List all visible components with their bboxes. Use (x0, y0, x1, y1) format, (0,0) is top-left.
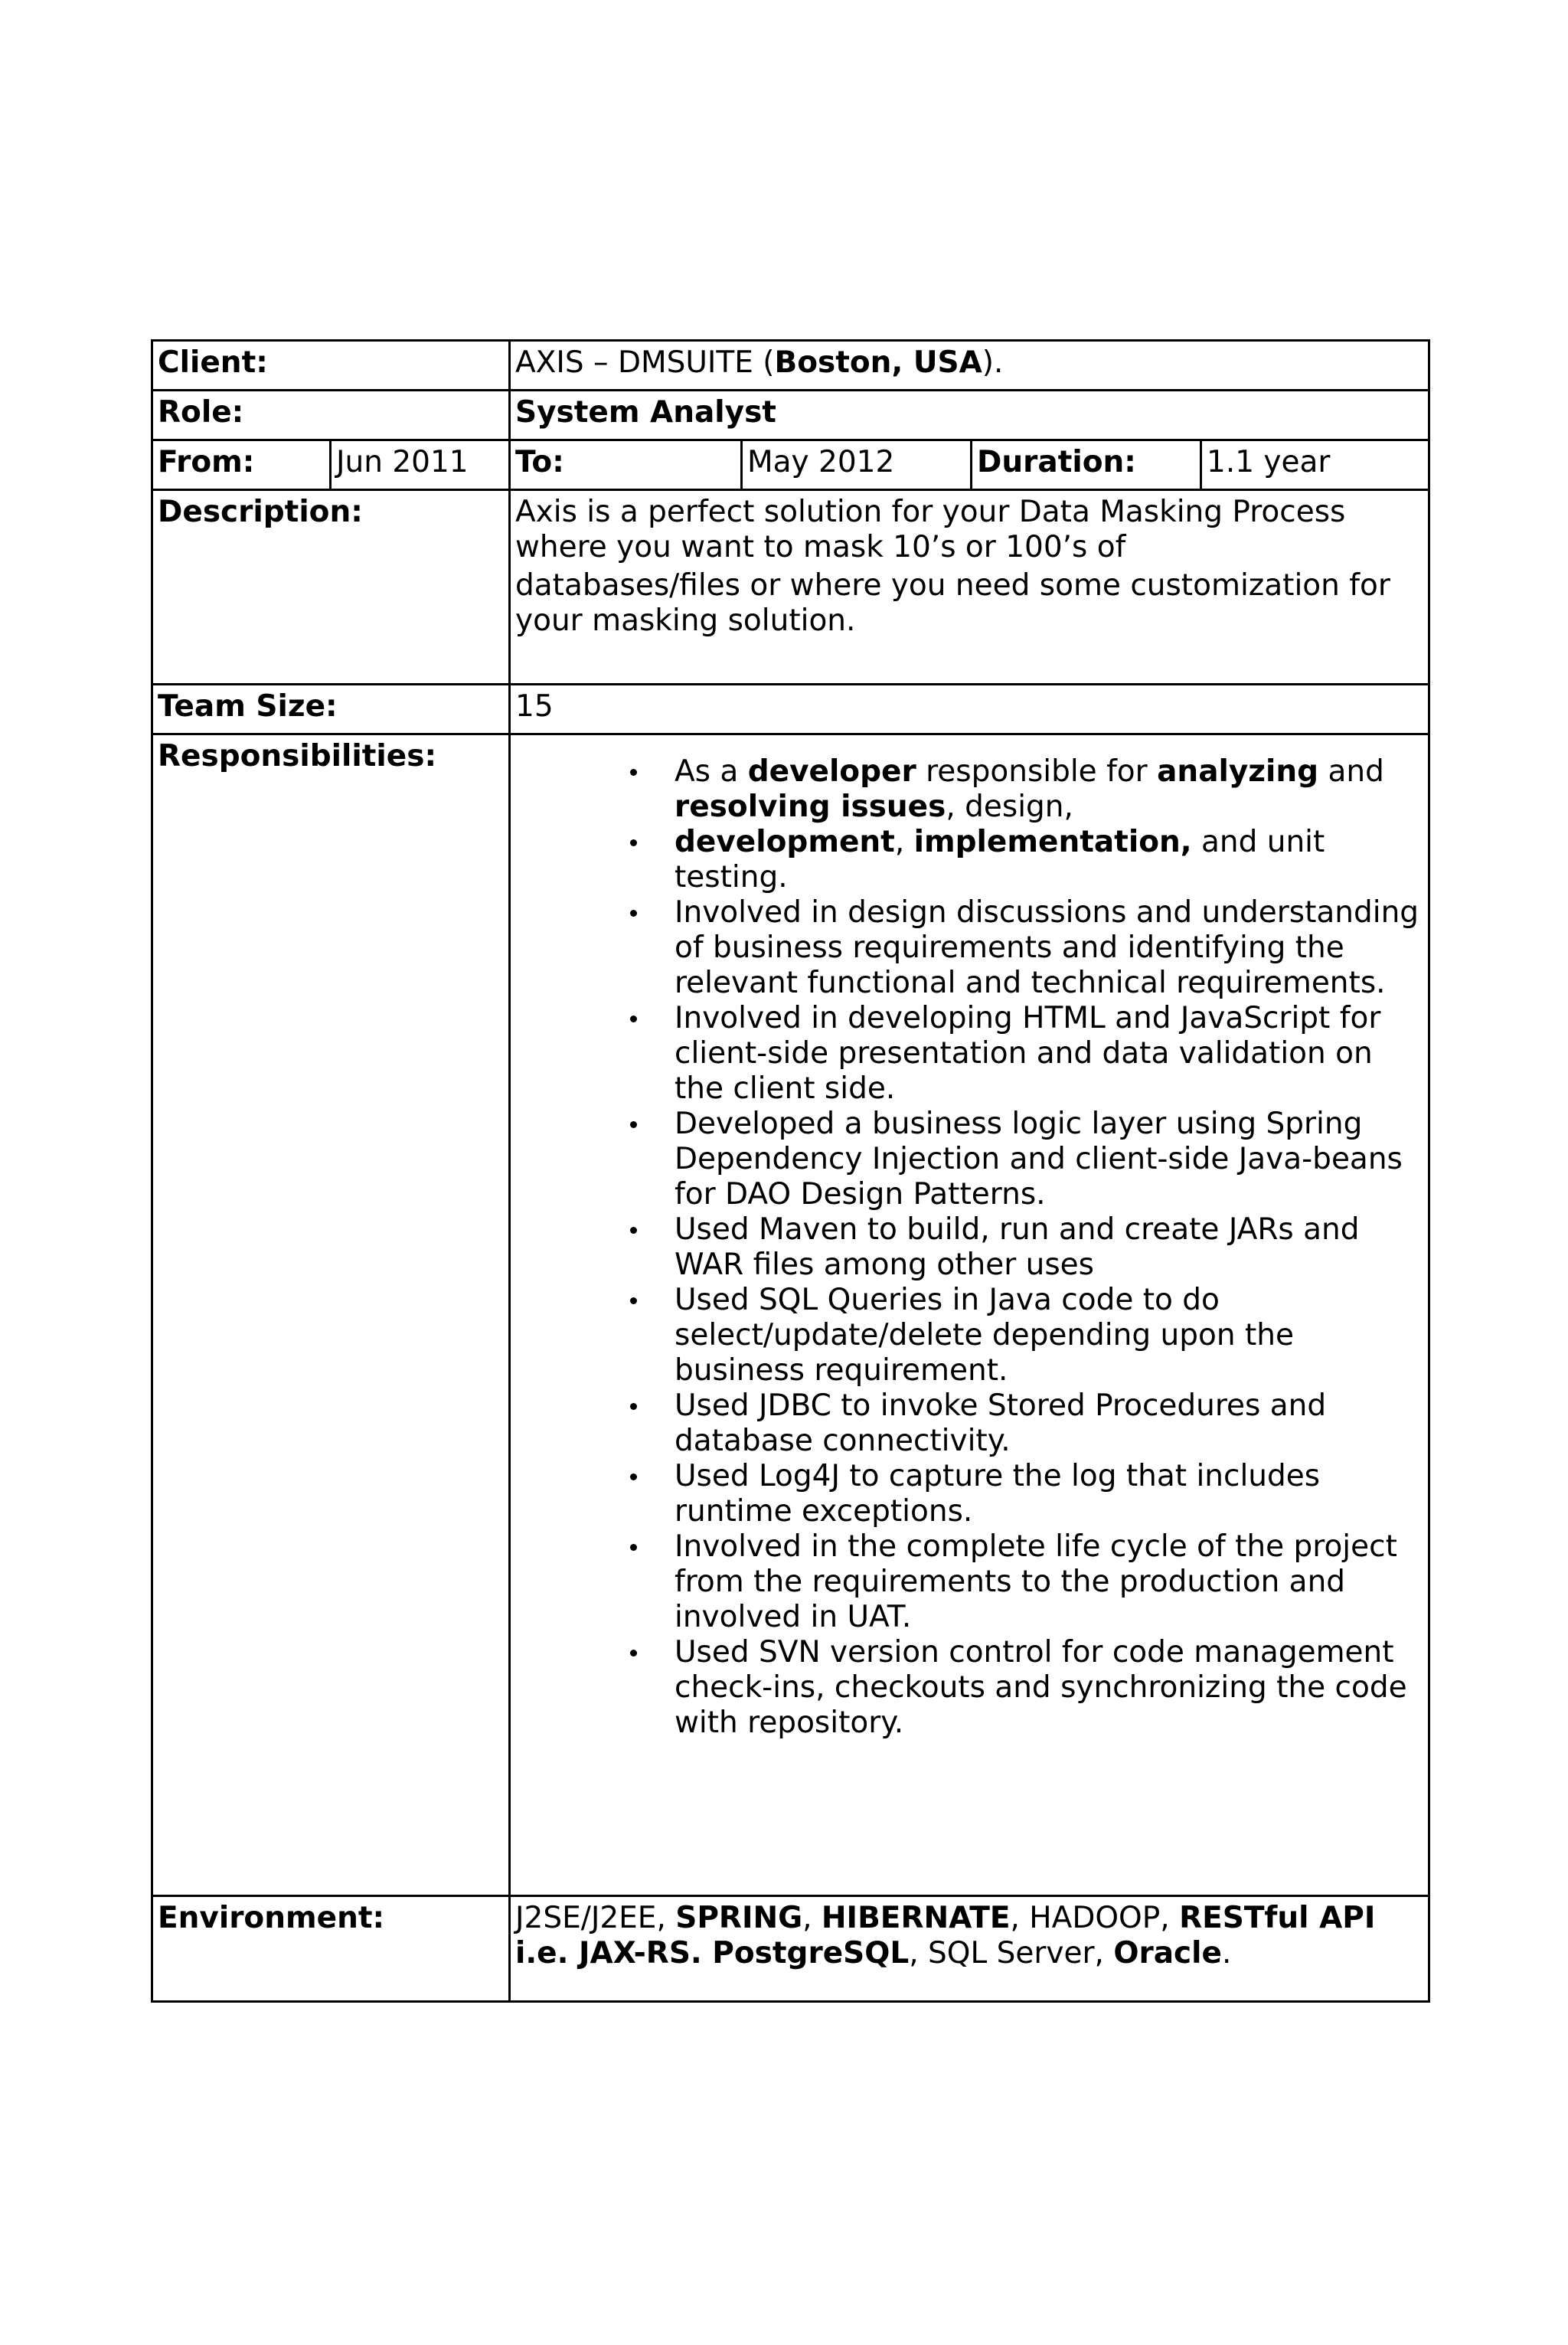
bullet-icon (630, 1650, 637, 1657)
project-details-table (151, 339, 1430, 2003)
responsibilities-row (152, 734, 1429, 1896)
env-bold-text: HIBERNATE (821, 1901, 1011, 1935)
item-text: Used Log4J to capture the log that includes runtime exceptions. (675, 1459, 1321, 1529)
team-size-value: 15 (510, 685, 1429, 734)
item-text: , (894, 825, 914, 859)
item-text: As a (675, 754, 748, 789)
role-value: System Analyst (510, 391, 1429, 440)
item-text: Used SQL Queries in Java code to do select/update/delete depending upon the business requirement. (675, 1283, 1294, 1388)
role-label: Role: (152, 391, 510, 440)
item-bold-text: developer (747, 754, 916, 789)
list-item (675, 1459, 1423, 1529)
to-value: May 2012 (742, 440, 972, 490)
bullet-icon (630, 1016, 637, 1022)
list-item (675, 825, 1423, 895)
list-item (675, 1107, 1423, 1212)
item-text: , design, (946, 790, 1073, 824)
env-text: , HADOOP, (1010, 1901, 1180, 1935)
responsibilities-list (515, 754, 1423, 1741)
client-row (152, 341, 1429, 391)
responsibilities-value (510, 734, 1429, 1896)
role-row (152, 391, 1429, 440)
item-text: Used JDBC to invoke Stored Procedures and database connectivity. (675, 1388, 1327, 1458)
description-label: Description: (152, 490, 510, 685)
client-value (510, 341, 1429, 391)
bullet-icon (630, 1121, 637, 1128)
to-label: To: (510, 440, 742, 490)
item-bold-text: resolving issues (675, 790, 946, 824)
env-bold-text: SPRING (675, 1901, 803, 1935)
bullet-icon (630, 1227, 637, 1234)
item-text: Involved in the complete life cycle of the project from the requirements to the production and involved in UAT. (675, 1529, 1397, 1634)
list-item (675, 1388, 1423, 1459)
list-item (675, 754, 1423, 825)
list-item (675, 1001, 1423, 1107)
item-bold-text: development (675, 825, 895, 859)
client-location: Boston, USA (774, 345, 982, 380)
list-item (675, 895, 1423, 1001)
item-text: Developed a business logic layer using Spring Dependency Injection and client-side Java-beans for DAO Design Patterns. (675, 1107, 1403, 1212)
client-name: AXIS – DMSUITE ( (515, 345, 775, 380)
description-value (510, 490, 1429, 685)
list-item (675, 1529, 1423, 1635)
responsibilities-label: Responsibilities: (152, 734, 510, 1896)
env-text: J2SE/J2EE, (515, 1901, 676, 1935)
environment-value (510, 1896, 1429, 2002)
env-text: , SQL Server, (909, 1936, 1114, 1971)
team-size-label: Team Size: (152, 685, 510, 734)
list-item (675, 1283, 1423, 1388)
item-text: Involved in design discussions and understanding of business requirements and identifying the relevant functional and technical requirements. (675, 895, 1419, 1000)
description-row (152, 490, 1429, 685)
item-text: responsible for (916, 754, 1158, 789)
env-bold-text: RESTful API i.e. JAX-RS. PostgreSQL (515, 1901, 1376, 1971)
item-text: and unit testing. (675, 825, 1325, 895)
bullet-icon (630, 1297, 637, 1304)
bullet-icon (630, 1544, 637, 1551)
item-text: Used Maven to build, run and create JARs and WAR files among other uses (675, 1212, 1360, 1282)
client-value-end: ). (982, 345, 1004, 380)
item-text: Used SVN version control for code management check-ins, checkouts and synchronizing the code with repository. (675, 1635, 1407, 1740)
environment-label: Environment: (152, 1896, 510, 2002)
bullet-icon (630, 1403, 637, 1410)
bullet-icon (630, 839, 637, 846)
list-item (675, 1212, 1423, 1283)
env-text: , (802, 1901, 822, 1935)
item-text: and (1318, 754, 1384, 789)
client-label: Client: (152, 341, 510, 391)
item-bold-text: analyzing (1157, 754, 1319, 789)
duration-value: 1.1 year (1201, 440, 1429, 490)
bullet-icon (630, 1473, 637, 1480)
environment-row (152, 1896, 1429, 2002)
bullet-icon (630, 910, 637, 917)
duration-label: Duration: (972, 440, 1201, 490)
from-value: Jun 2011 (331, 440, 510, 490)
from-label: From: (152, 440, 331, 490)
env-text: . (1221, 1936, 1232, 1971)
description-line-2: databases/files or where you need some customization for your masking solution. (515, 568, 1390, 638)
description-line-1: Axis is a perfect solution for your Data Masking Process where you want to mask 10’s or 100’s of (515, 495, 1346, 564)
team-size-row (152, 685, 1429, 734)
item-text: Involved in developing HTML and JavaScript for client-side presentation and data validation on the client side. (675, 1001, 1381, 1106)
list-item (675, 1635, 1423, 1741)
item-bold-text: implementation, (913, 825, 1192, 859)
bullet-icon (630, 769, 637, 776)
dates-row (152, 440, 1429, 490)
env-bold-text: Oracle (1113, 1936, 1222, 1971)
